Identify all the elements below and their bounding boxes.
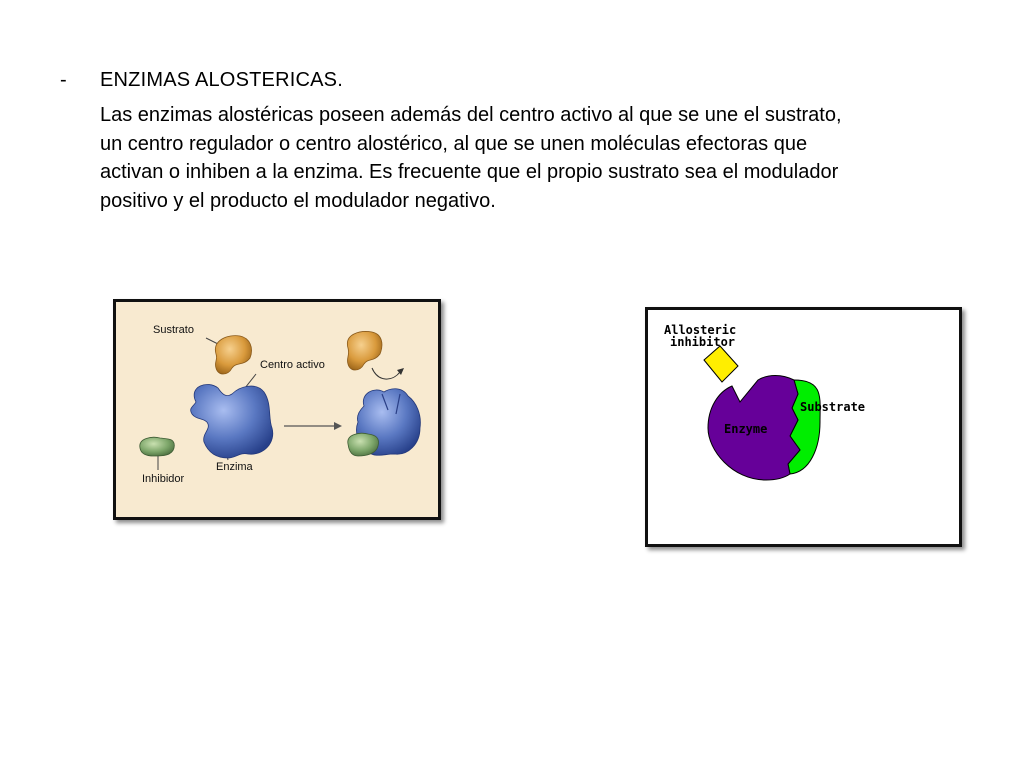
label-centro-activo: Centro activo bbox=[260, 359, 325, 371]
substrate-shape bbox=[215, 336, 251, 374]
label-enzima: Enzima bbox=[216, 461, 253, 473]
bullet-dash: - bbox=[60, 69, 67, 91]
slide-heading: ENZIMAS ALOSTERICAS. bbox=[100, 69, 343, 91]
paragraph-line: un centro regulador o centro alostérico, al que se unen moléculas efectoras que bbox=[100, 132, 808, 155]
label-inhibitor: inhibitor bbox=[670, 335, 736, 349]
paragraph-line: positivo y el producto el modulador negativo. bbox=[100, 189, 496, 212]
enzyme-shape bbox=[191, 384, 273, 458]
inhibitor-shape bbox=[704, 346, 738, 382]
substrate-shape bbox=[347, 332, 382, 370]
allosteric-diagram-en bbox=[645, 307, 962, 547]
paragraph-line: Las enzimas alostéricas poseen además del centro activo al que se une el sustrato, bbox=[100, 104, 842, 126]
curved-arrow bbox=[372, 368, 400, 379]
arrow-head bbox=[334, 422, 342, 430]
allosteric-illustration-es bbox=[113, 299, 441, 520]
label-sustrato: Sustrato bbox=[153, 324, 194, 336]
label-enzyme: Enzyme bbox=[724, 422, 768, 436]
label-allosteric: Allosteric bbox=[664, 323, 737, 337]
slide-paragraph bbox=[100, 101, 970, 215]
label-inhibidor: Inhibidor bbox=[142, 473, 185, 485]
inhibitor-shape bbox=[140, 437, 175, 456]
paragraph-line: activan o inhiben a la enzima. Es frecuente que el propio sustrato sea el modulador bbox=[100, 161, 839, 183]
label-substrate: Substrate bbox=[800, 400, 866, 414]
inhibitor-shape bbox=[348, 433, 379, 456]
